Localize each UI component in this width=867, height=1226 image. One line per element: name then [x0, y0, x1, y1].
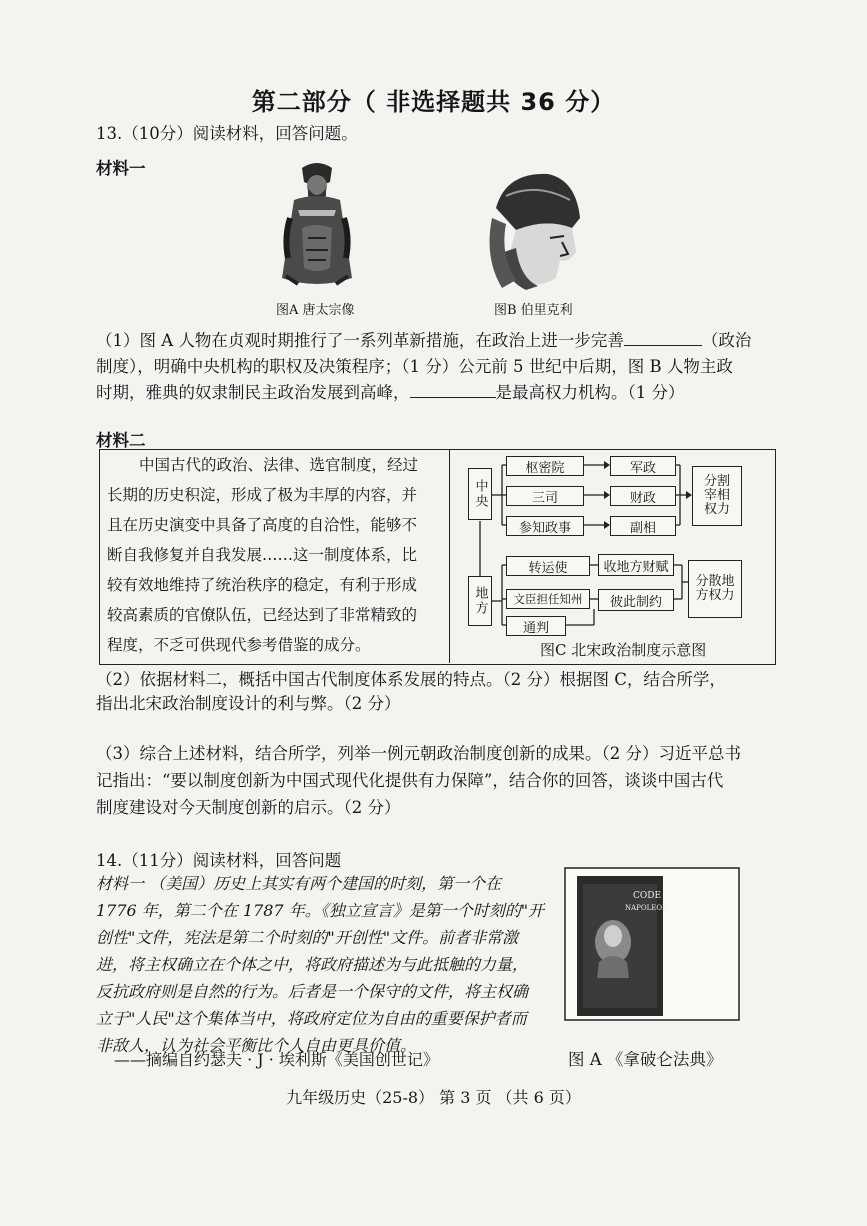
material-2-line: 较高素质的官僚队伍，已经达到了非常精致的 [107, 606, 418, 624]
diagram-central-power: 财政 [610, 486, 676, 506]
diagram-central-item: 枢密院 [506, 456, 584, 476]
figure-14a-caption: 图 A 《拿破仑法典》 [568, 1050, 723, 1069]
sub-question-1-text-d: 是最高权力机构。（1 分） [495, 383, 685, 402]
book-cover-title: CODE [633, 891, 662, 901]
diagram-local-power: 彼此制约 [598, 589, 674, 611]
question-14-header: 14.（11分）阅读材料，回答问题 [96, 851, 342, 870]
q14-material-line: 创性"文件，宪法是第二个时刻的"开创性"文件。前者非常激 [96, 928, 519, 947]
diagram-local-item: 文臣担任知州 [506, 589, 590, 609]
answer-blank-1[interactable] [624, 331, 702, 346]
diagram-local-box: 地方 [468, 576, 492, 626]
answer-blank-2[interactable] [410, 383, 496, 398]
book-cover-subtitle: NAPOLEON [625, 904, 669, 912]
material-1-label: 材料一 [96, 159, 146, 178]
material-2-line: 长期的历史积淀，形成了极为丰厚的内容，并 [107, 486, 418, 504]
q14-material-line: 立于"人民"这个集体当中，将政府定位为自由的重要保护者而 [96, 1009, 527, 1028]
diagram-caption: 图C 北宋政治制度示意图 [540, 641, 707, 659]
figure-b-caption: 图B 伯里克利 [494, 303, 573, 318]
q14-material-line: 材料一 （美国）历史上其实有两个建国的时刻，第一个在 [96, 874, 502, 893]
material-2-label: 材料二 [96, 431, 146, 450]
diagram-local-power: 收地方财赋 [598, 554, 674, 576]
diagram-local-item: 转运使 [506, 556, 590, 576]
sub-question-3-line-1: （3）综合上述材料，结合所学，列举一例元朝政治制度创新的成果。（2 分）习近平总书 [96, 744, 741, 763]
diagram-central-power: 军政 [610, 456, 676, 476]
sub-question-1-text-c: 时期，雅典的奴隶制民主政治发展到高峰， [96, 383, 410, 402]
napoleonic-code-book-image [563, 866, 741, 1022]
sub-question-3-line-2: 记指出：“要以制度创新为中国式现代化提供有力保障”，结合你的回答，谈谈中国古代 [96, 771, 724, 790]
material-2-line: 且在历史演变中具备了高度的自洽性，能够不 [107, 516, 418, 534]
q14-material-line: 1776 年，第二个在 1787 年。《独立宣言》是第一个时刻的"开 [96, 901, 545, 920]
sub-question-1-line-1 [96, 327, 751, 351]
q14-material-line: 进，将主权确立在个体之中，将政府描述为与此抵触的力量， [96, 955, 529, 974]
diagram-central-item: 三司 [506, 486, 584, 506]
sub-question-1-line-2: 制度），明确中央机构的职权及决策程序；（1 分）公元前 5 世纪中后期，图 B 人物主政 [96, 357, 733, 376]
material-2-line: 较有效地维持了统治秩序的稳定，有利于形成 [107, 576, 418, 594]
diagram-central-item: 参知政事 [506, 516, 584, 536]
diagram-local-result: 分散地方权力 [688, 560, 742, 618]
diagram-central-result: 分割宰相权力 [692, 466, 742, 526]
section-title: 第二部分（ 非选择题共 36 分） [251, 88, 616, 116]
sub-question-3-line-3: 制度建设对今天制度创新的启示。（2 分） [96, 798, 401, 817]
pericles-bust-image [476, 168, 588, 294]
q14-material-line: 反抗政府则是自然的行为。后者是一个保守的文件，将主权确 [96, 982, 529, 1001]
tang-taizong-portrait-image [268, 158, 366, 290]
sub-question-1-line-3 [96, 379, 685, 403]
diagram-central-box: 中央 [468, 468, 492, 520]
q14-material-line: 非敌人，认为社会平衡比个人自由更具价值。 [96, 1036, 417, 1055]
sub-question-1-text-a: （1）图 A 人物在贞观时期推行了一系列革新措施，在政治上进一步完善 [96, 331, 624, 350]
material-2-line: 程度，不乏可供现代参考借鉴的成分。 [107, 636, 371, 654]
sub-question-2-line-1: （2）依据材料二，概括中国古代制度体系发展的特点。（2 分）根据图 C，结合所学， [96, 670, 726, 689]
material-2-line: 断自我修复并自我发展……这一制度体系，比 [107, 546, 418, 564]
diagram-central-power: 副相 [610, 516, 676, 536]
sub-question-1-text-b: （政治 [701, 331, 752, 350]
material-2-line: 中国古代的政治、法律、选官制度，经过 [139, 456, 419, 474]
q14-author: ——摘编自约瑟夫 · J · 埃利斯《美国创世记》 [114, 1050, 439, 1069]
sub-question-2-line-2: 指出北宋政治制度设计的利与弊。（2 分） [96, 694, 401, 713]
diagram-local-item: 通判 [506, 616, 566, 636]
figure-a-caption: 图A 唐太宗像 [276, 303, 355, 318]
page-footer: 九年级历史（25-8） 第 3 页 （共 6 页） [286, 1088, 581, 1107]
question-13-header: 13.（10分）阅读材料，回答问题。 [96, 124, 358, 143]
